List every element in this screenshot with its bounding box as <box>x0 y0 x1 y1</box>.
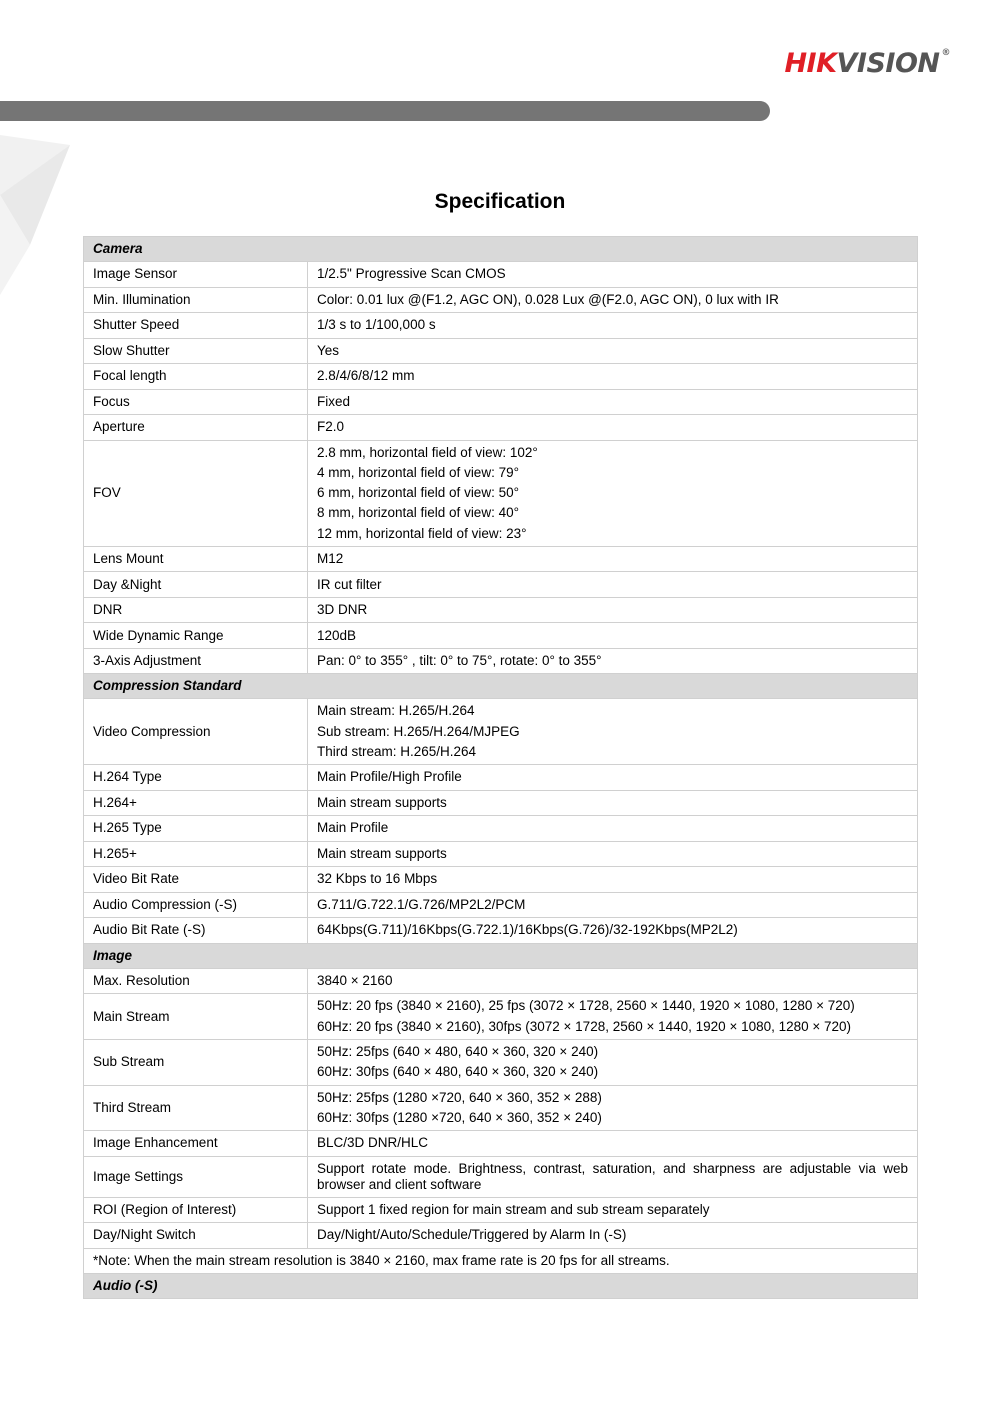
spec-label: Wide Dynamic Range <box>84 623 308 649</box>
spec-row <box>84 699 918 765</box>
spec-row <box>84 994 918 1040</box>
decorative-triangles <box>0 135 80 295</box>
spec-label: Image Sensor <box>84 262 308 288</box>
spec-row <box>84 1197 918 1223</box>
section-header-row <box>84 1274 918 1299</box>
spec-value-line: 50Hz: 25fps (640 × 480, 640 × 360, 320 × 240) <box>317 1043 599 1059</box>
spec-label: Video Bit Rate <box>84 867 308 893</box>
spec-row <box>84 1131 918 1157</box>
section-header-row <box>84 943 918 968</box>
spec-value: 120dB <box>308 623 918 649</box>
spec-value: Main Profile/High Profile <box>308 765 918 791</box>
spec-value: BLC/3D DNR/HLC <box>308 1131 918 1157</box>
spec-value: G.711/G.722.1/G.726/MP2L2/PCM <box>308 892 918 918</box>
header-bar <box>0 101 770 121</box>
spec-value-line: 60Hz: 20 fps (3840 × 2160), 30fps (3072 × 1728, 2560 × 1440, 1920 × 1080, 1280 × 720) <box>317 1018 852 1034</box>
spec-label: Day/Night Switch <box>84 1223 308 1249</box>
spec-row <box>84 892 918 918</box>
spec-row <box>84 816 918 842</box>
logo-text-red: HIK <box>784 48 837 79</box>
spec-label: Max. Resolution <box>84 968 308 994</box>
spec-label: Image Settings <box>84 1156 308 1197</box>
spec-value: 2.8/4/6/8/12 mm <box>308 364 918 390</box>
spec-value-line: Sub stream: H.265/H.264/MJPEG <box>317 723 520 739</box>
spec-label: Focal length <box>84 364 308 390</box>
spec-row <box>84 287 918 313</box>
section-title: Compression Standard <box>84 674 918 699</box>
spec-row <box>84 765 918 791</box>
spec-label: H.265 Type <box>84 816 308 842</box>
spec-value: M12 <box>308 546 918 572</box>
spec-value-line: 6 mm, horizontal field of view: 50° <box>317 485 519 501</box>
spec-row <box>84 918 918 944</box>
spec-label: Audio Bit Rate (-S) <box>84 918 308 944</box>
spec-row <box>84 1039 918 1085</box>
spec-row <box>84 841 918 867</box>
specification-table <box>83 236 918 1299</box>
spec-value-line: 60Hz: 30fps (1280 ×720, 640 × 360, 352 × 240) <box>317 1109 602 1125</box>
spec-value-line: 4 mm, horizontal field of view: 79° <box>317 464 519 480</box>
spec-row <box>84 790 918 816</box>
spec-label: Lens Mount <box>84 546 308 572</box>
spec-label: 3-Axis Adjustment <box>84 648 308 674</box>
spec-value: F2.0 <box>308 415 918 441</box>
spec-label: Shutter Speed <box>84 313 308 339</box>
spec-value-line: Main stream: H.265/H.264 <box>317 703 475 719</box>
spec-value <box>308 994 918 1040</box>
spec-row <box>84 968 918 994</box>
spec-value: Main Profile <box>308 816 918 842</box>
spec-label: Focus <box>84 389 308 415</box>
section-title: Audio (-S) <box>84 1274 918 1299</box>
spec-value: IR cut filter <box>308 572 918 598</box>
note-text: *Note: When the main stream resolution is 3840 × 2160, max frame rate is 20 fps for all streams. <box>84 1248 918 1274</box>
spec-label: Audio Compression (-S) <box>84 892 308 918</box>
page-title: Specification <box>434 190 566 213</box>
spec-label: Min. Illumination <box>84 287 308 313</box>
spec-row <box>84 597 918 623</box>
spec-row <box>84 623 918 649</box>
spec-value: Yes <box>308 338 918 364</box>
spec-label: H.265+ <box>84 841 308 867</box>
spec-value: Color: 0.01 lux @(F1.2, AGC ON), 0.028 Lux @(F2.0, AGC ON), 0 lux with IR <box>308 287 918 313</box>
spec-value-line: 50Hz: 25fps (1280 ×720, 640 × 360, 352 × 288) <box>317 1089 602 1105</box>
note-row <box>84 1248 918 1274</box>
spec-value <box>308 1039 918 1085</box>
spec-label: Video Compression <box>84 699 308 765</box>
spec-row <box>84 867 918 893</box>
spec-row <box>84 1156 918 1197</box>
spec-value: Day/Night/Auto/Schedule/Triggered by Alarm In (-S) <box>308 1223 918 1249</box>
logo-text-gray: VISION <box>836 48 940 79</box>
spec-value <box>308 1085 918 1131</box>
spec-label: DNR <box>84 597 308 623</box>
spec-row <box>84 546 918 572</box>
spec-value: Pan: 0° to 355° , tilt: 0° to 75°, rotate: 0° to 355° <box>308 648 918 674</box>
spec-row <box>84 338 918 364</box>
spec-value-line: 12 mm, horizontal field of view: 23° <box>317 525 527 541</box>
spec-value-line: 50Hz: 20 fps (3840 × 2160), 25 fps (3072 × 1728, 2560 × 1440, 1920 × 1080, 1280 × 720) <box>317 998 855 1014</box>
spec-row <box>84 648 918 674</box>
spec-label: Day &Night <box>84 572 308 598</box>
spec-row <box>84 415 918 441</box>
spec-value: 1/3 s to 1/100,000 s <box>308 313 918 339</box>
spec-value-line: Third stream: H.265/H.264 <box>317 744 477 760</box>
spec-row <box>84 1085 918 1131</box>
spec-label: Main Stream <box>84 994 308 1040</box>
hikvision-logo <box>784 48 950 79</box>
spec-value: Main stream supports <box>308 841 918 867</box>
spec-value: 3840 × 2160 <box>308 968 918 994</box>
spec-label: Aperture <box>84 415 308 441</box>
spec-value <box>308 699 918 765</box>
spec-row <box>84 572 918 598</box>
spec-value <box>308 440 918 546</box>
spec-row <box>84 1223 918 1249</box>
spec-row <box>84 364 918 390</box>
spec-row <box>84 313 918 339</box>
spec-label: H.264+ <box>84 790 308 816</box>
spec-label: FOV <box>84 440 308 546</box>
spec-value-line: 2.8 mm, horizontal field of view: 102° <box>317 444 538 460</box>
spec-label: Sub Stream <box>84 1039 308 1085</box>
section-header-row <box>84 237 918 262</box>
spec-row <box>84 440 918 546</box>
spec-value-line: 8 mm, horizontal field of view: 40° <box>317 505 519 521</box>
spec-value: 3D DNR <box>308 597 918 623</box>
spec-value: Fixed <box>308 389 918 415</box>
spec-value: 64Kbps(G.711)/16Kbps(G.722.1)/16Kbps(G.726)/32-192Kbps(MP2L2) <box>308 918 918 944</box>
spec-label: ROI (Region of Interest) <box>84 1197 308 1223</box>
section-header-row <box>84 674 918 699</box>
spec-value: Main stream supports <box>308 790 918 816</box>
spec-value-line: 60Hz: 30fps (640 × 480, 640 × 360, 320 × 240) <box>317 1064 599 1080</box>
section-title: Camera <box>84 237 918 262</box>
spec-value: Support rotate mode. Brightness, contrast, saturation, and sharpness are adjustable via web browser and client software <box>308 1156 918 1197</box>
spec-value: 32 Kbps to 16 Mbps <box>308 867 918 893</box>
spec-label: Slow Shutter <box>84 338 308 364</box>
spec-label: Third Stream <box>84 1085 308 1131</box>
spec-label: H.264 Type <box>84 765 308 791</box>
spec-value: 1/2.5" Progressive Scan CMOS <box>308 262 918 288</box>
spec-row <box>84 262 918 288</box>
section-title: Image <box>84 943 918 968</box>
registered-mark: ® <box>941 48 950 58</box>
spec-label: Image Enhancement <box>84 1131 308 1157</box>
spec-value: Support 1 fixed region for main stream and sub stream separately <box>308 1197 918 1223</box>
spec-row <box>84 389 918 415</box>
